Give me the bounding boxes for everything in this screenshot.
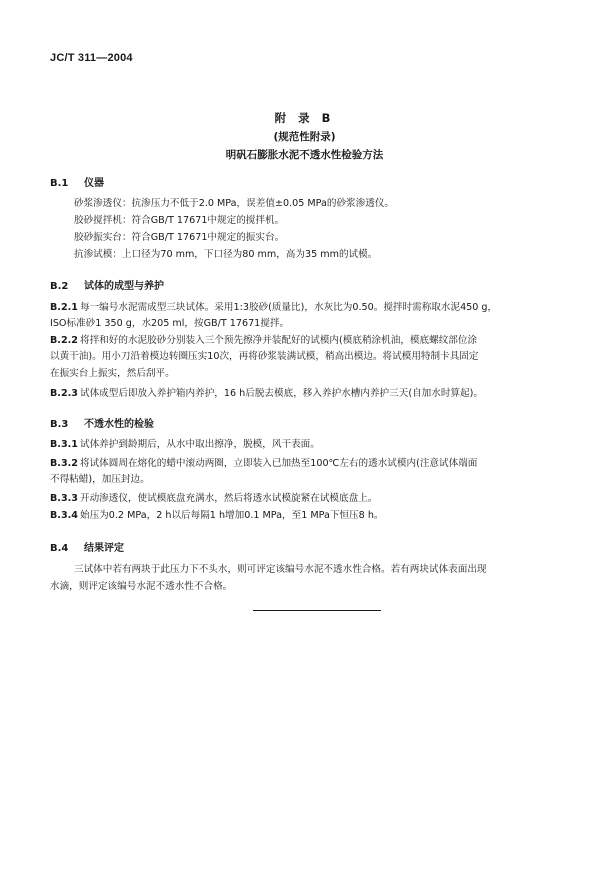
section-number: B.2 — [50, 281, 69, 292]
section-number: B.1 — [50, 178, 69, 189]
clause-text: 将拌和好的水泥胶砂分别装入三个预先擦净并装配好的试模内(模底稍涂机油，模底螺纹部位涂 — [80, 335, 478, 346]
clause-number: B.2.2 — [50, 335, 78, 346]
section-title: 仪器 — [84, 178, 104, 189]
clause-text: 试体成型后即放入养护箱内养护，16 h后脱去模底，移入养护水槽内养护三天(自加水时算起)。 — [80, 388, 483, 399]
end-rule — [253, 610, 381, 611]
clause-text: 开动渗透仪，使试模底盘充满水，然后将透水试模旋紧在试模底盘上。 — [80, 493, 378, 504]
section-heading-b2 — [50, 277, 164, 292]
section-number: B.4 — [50, 543, 69, 554]
body-line: 胶砂振实台：符合GB/T 17671中规定的振实台。 — [74, 232, 285, 243]
body-line: 水滴，则评定该编号水泥不透水性不合格。 — [50, 581, 233, 592]
body-line: 在振实台上振实，然后刮平。 — [50, 368, 175, 379]
clause-b31-line — [50, 437, 570, 453]
section-heading-b1 — [50, 174, 104, 189]
section-heading-b3 — [50, 415, 154, 430]
clause-number: B.3.2 — [50, 458, 78, 469]
clause-b34-line — [50, 508, 570, 524]
clause-b32-line — [50, 456, 570, 472]
clause-number: B.2.1 — [50, 302, 78, 313]
section-title: 结果评定 — [84, 543, 124, 554]
section-title: 试体的成型与养护 — [84, 281, 164, 292]
clause-text: 试体养护到龄期后，从水中取出擦净，脱模，风干表面。 — [80, 439, 320, 450]
section-number: B.3 — [50, 419, 69, 430]
section-heading-b4 — [50, 539, 124, 554]
body-line: 三试体中若有两块于此压力下不头水，则可评定该编号水泥不透水性合格。若有两块试体表面出现 — [74, 564, 487, 575]
clause-b23-line — [50, 386, 570, 402]
clause-b33-line — [50, 491, 570, 507]
clause-b21-line — [50, 300, 570, 316]
standard-code: JC/T 311—2004 — [50, 52, 133, 64]
clause-number: B.2.3 — [50, 388, 78, 399]
body-line: 砂浆渗透仪：抗渗压力不低于2.0 MPa，误差值±0.05 MPa的砂浆渗透仪。 — [74, 198, 395, 209]
appendix-title: 附 录 B — [274, 111, 335, 125]
body-line: 以黄干油)。用小刀沿着模边转圈压实10次，再将砂浆装满试模，稍高出模边。将试模用特制卡具固定 — [50, 351, 479, 362]
body-line: 不得粘蜡)，加压封边。 — [50, 474, 150, 485]
clause-text: 始压为0.2 MPa，2 h以后每隔1 h增加0.1 MPa，至1 MPa下恒压8 h。 — [80, 510, 384, 521]
clause-number: B.3.3 — [50, 493, 78, 504]
body-line: 抗渗试模：上口径为70 mm，下口径为80 mm，高为35 mm的试模。 — [74, 249, 378, 260]
clause-text: 每一编号水泥需成型三块试体。采用1:3胶砂(质量比)，水灰比为0.50。搅拌时需称取水泥450 g， — [80, 302, 498, 313]
section-title: 不透水性的检验 — [84, 419, 154, 430]
clause-text: 将试体圆周在熔化的蜡中滚动两圈，立即装入已加热至100℃左右的透水试模内(注意试体端面 — [80, 458, 478, 469]
appendix-subtitle: (规范性附录) — [273, 131, 336, 143]
body-line: ISO标准砂1 350 g，水205 ml，按GB/T 17671搅拌。 — [50, 318, 290, 329]
clause-b22-line — [50, 333, 570, 349]
appendix-name: 明矾石膨胀水泥不透水性检验方法 — [225, 149, 384, 161]
clause-number: B.3.4 — [50, 510, 78, 521]
clause-number: B.3.1 — [50, 439, 78, 450]
body-line: 胶砂搅拌机：符合GB/T 17671中规定的搅拌机。 — [74, 215, 285, 226]
